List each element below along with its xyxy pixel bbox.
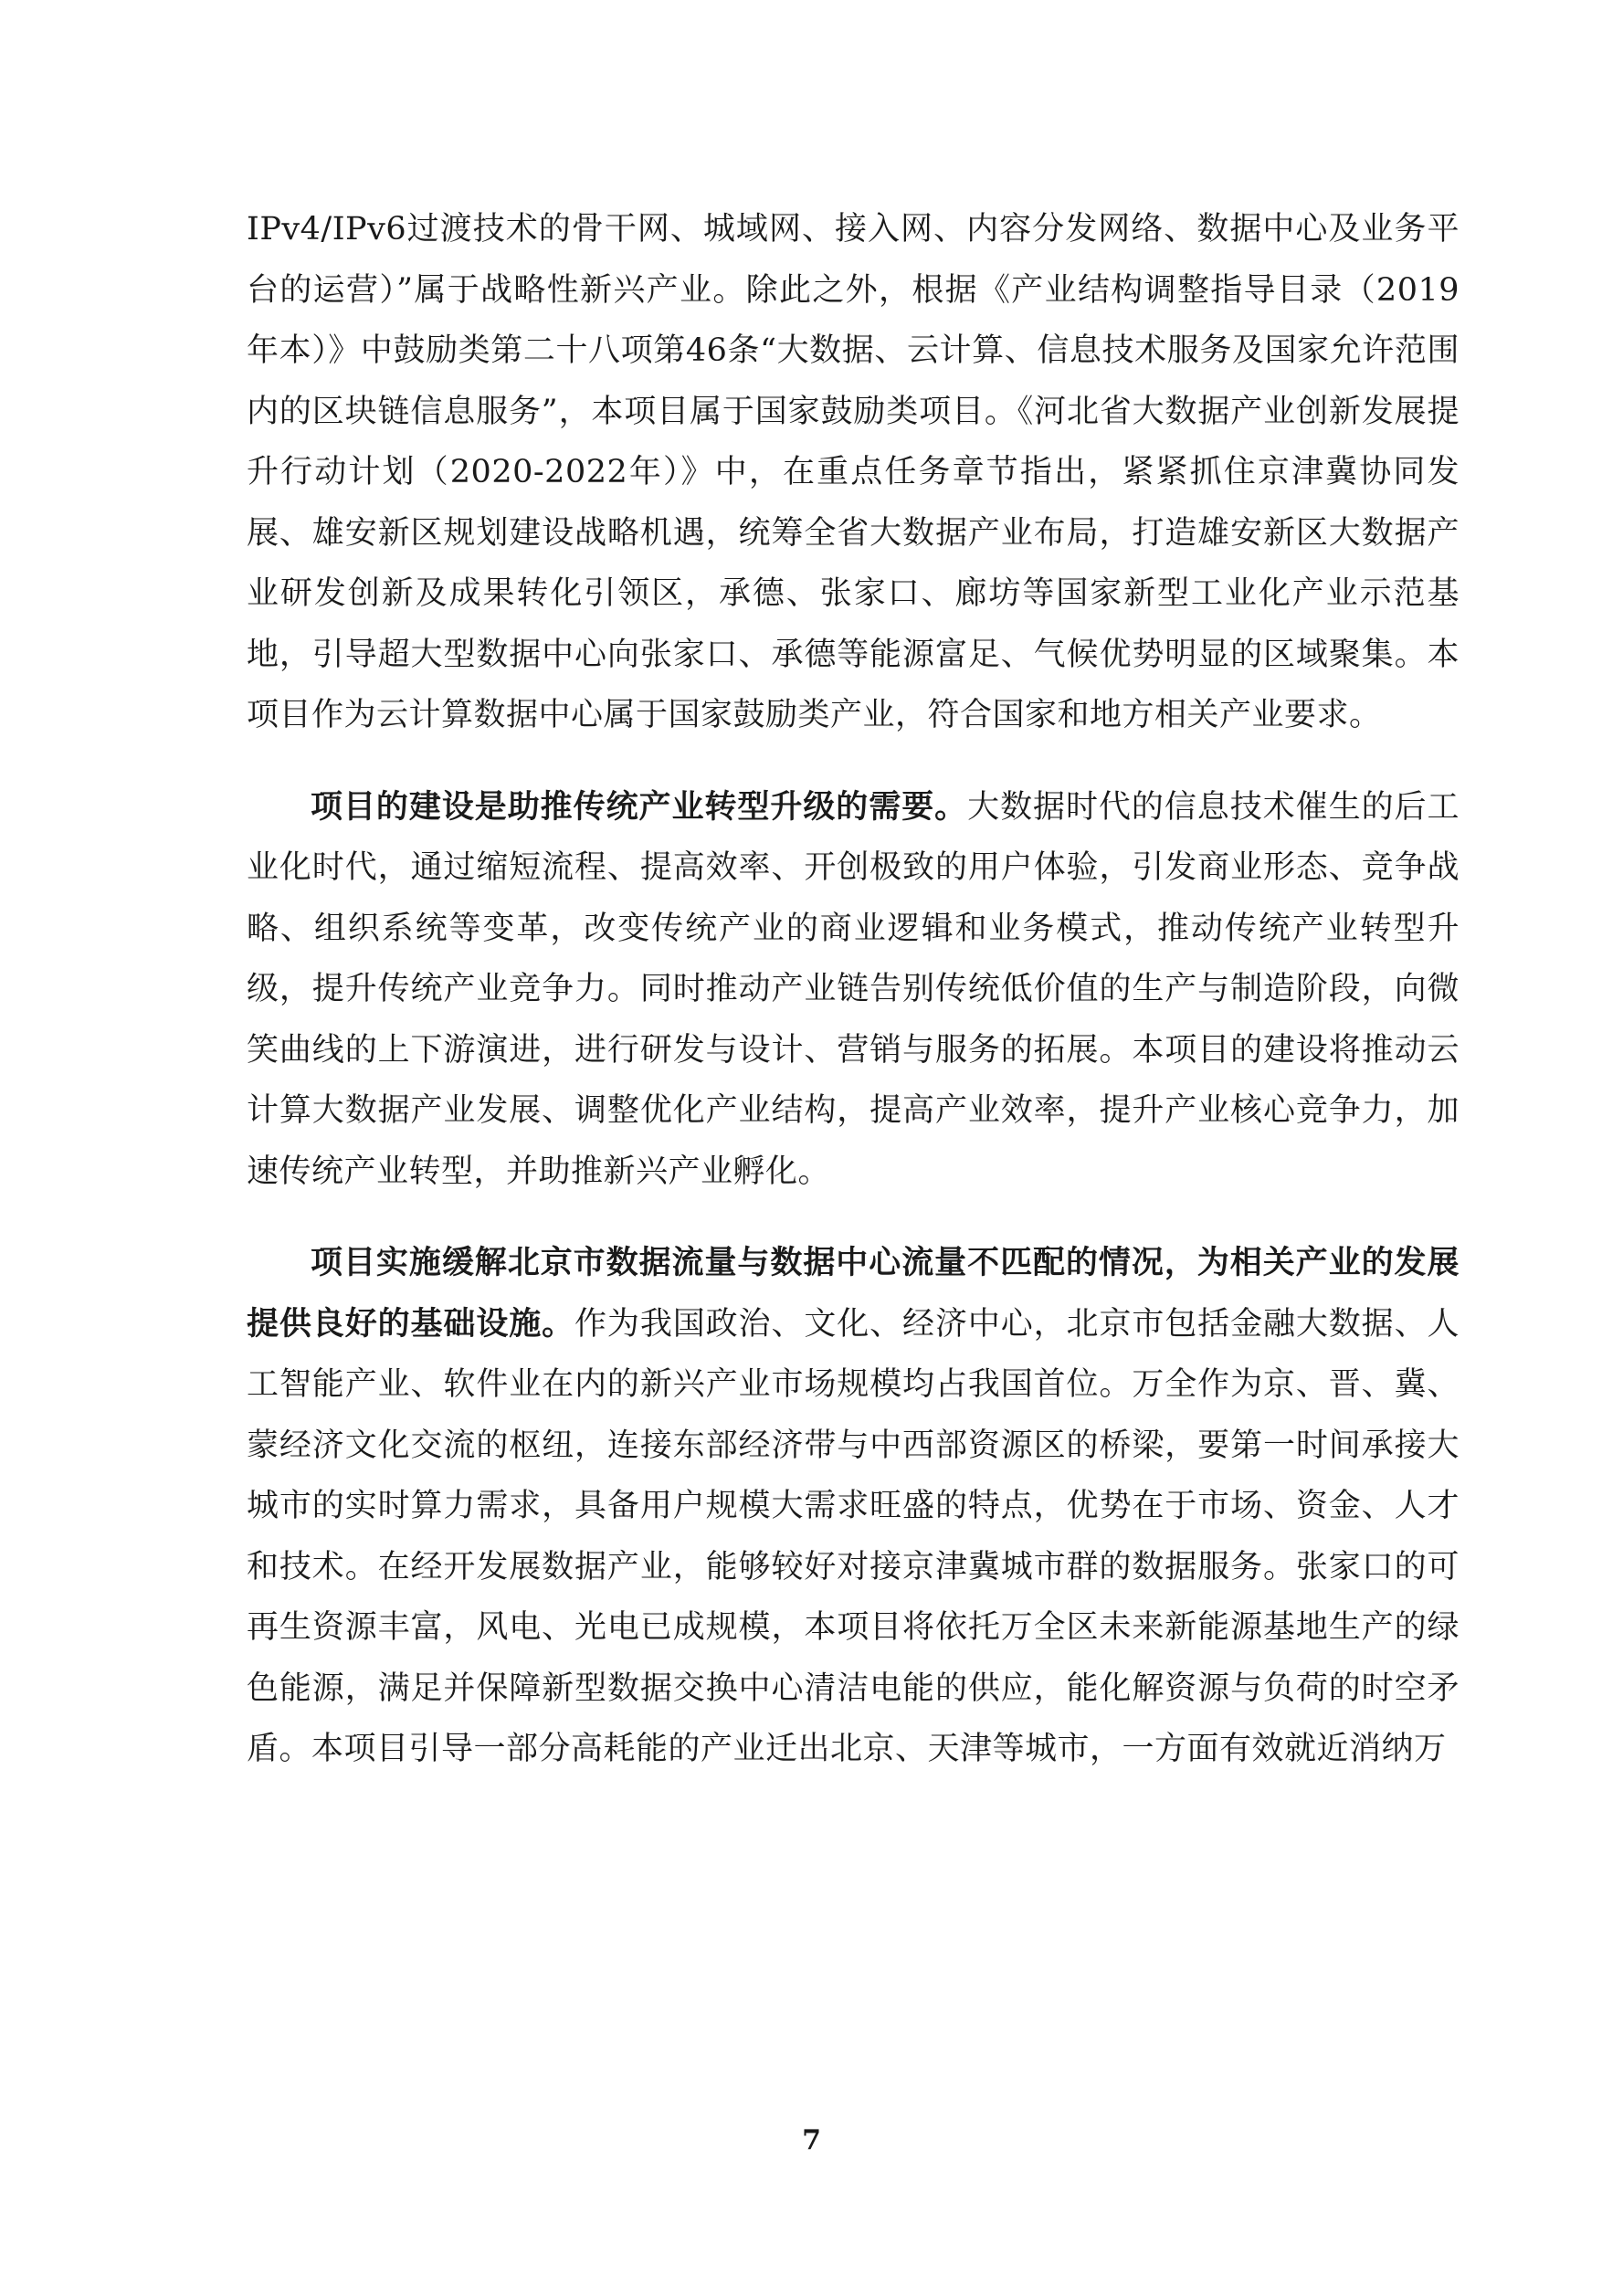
paragraph-3-text: 作为我国政治、文化、经济中心，北京市包括金融大数据、人工智能产业、软件业在内的新兴产业市场规模均占我国首位。万全作为京、晋、冀、蒙经济文化交流的枢纽，连接东部经济带与中西部资源区的桥梁，要第一时间承接大城市的实时算力需求，具备用户规模大需求旺盛的特点，优势在于市场、资金、人才和技术。在经开发展数据产业，能够较好对接京津冀城市群的数据服务。张家口的可再生资源丰富，风电、光电已成规模，本项目将依托万全区未来新能源基地生产的绿色能源，满足并保障新型数据交换中心清洁电能的供应，能化解资源与负荷的时空矛盾。本项目引导一部分高耗能的产业迁出北京、天津等城市，一方面有效就近消纳万 (247, 1305, 1460, 1767)
paragraph-2 (247, 777, 1460, 1203)
paragraph-2-text: 大数据时代的信息技术催生的后工业化时代，通过缩短流程、提高效率、开创极致的用户体验，引发商业形态、竞争战略、组织系统等变革，改变传统产业的商业逻辑和业务模式，推动传统产业转型升级，提升传统产业竞争力。同时推动产业链告别传统低价值的生产与制造阶段，向微笑曲线的上下游演进，进行研发与设计、营销与服务的拓展。本项目的建设将推动云计算大数据产业发展、调整优化产业结构，提高产业效率，提升产业核心竞争力，加速传统产业转型，并助推新兴产业孵化。 (247, 788, 1460, 1190)
document-body (247, 199, 1460, 1811)
paragraph-2-heading: 项目的建设是助推传统产业转型升级的需要。 (311, 787, 968, 826)
paragraph-3 (247, 1233, 1460, 1780)
paragraph-1 (247, 199, 1460, 746)
page-number: 7 (802, 2124, 821, 2156)
paragraph-3-heading: 项目实施缓解北京市数据流量与数据中心流量不匹配的情况，为相关产业的发展提供良好的基础设施。 (247, 1244, 1460, 1343)
paragraph-1-text: IPv4/IPv6过渡技术的骨干网、城域网、接入网、内容分发网络、数据中心及业务平台的运营）”属于战略性新兴产业。除此之外，根据《产业结构调整指导目录（2019年本）》中鼓励类第二十八项第46条“大数据、云计算、信息技术服务及国家允许范围内的区块链信息服务”，本项目属于国家鼓励类项目。《河北省大数据产业创新发展提升行动计划（2020-2022年）》中，在重点任务章节指出，紧紧抓住京津冀协同发展、雄安新区规划建设战略机遇，统筹全省大数据产业布局，打造雄安新区大数据产业研发创新及成果转化引领区，承德、张家口、廊坊等国家新型工业化产业示范基地，引导超大型数据中心向张家口、承德等能源富足、气候优势明显的区域聚集。本项目作为云计算数据中心属于国家鼓励类产业，符合国家和地方相关产业要求。 (247, 211, 1460, 733)
